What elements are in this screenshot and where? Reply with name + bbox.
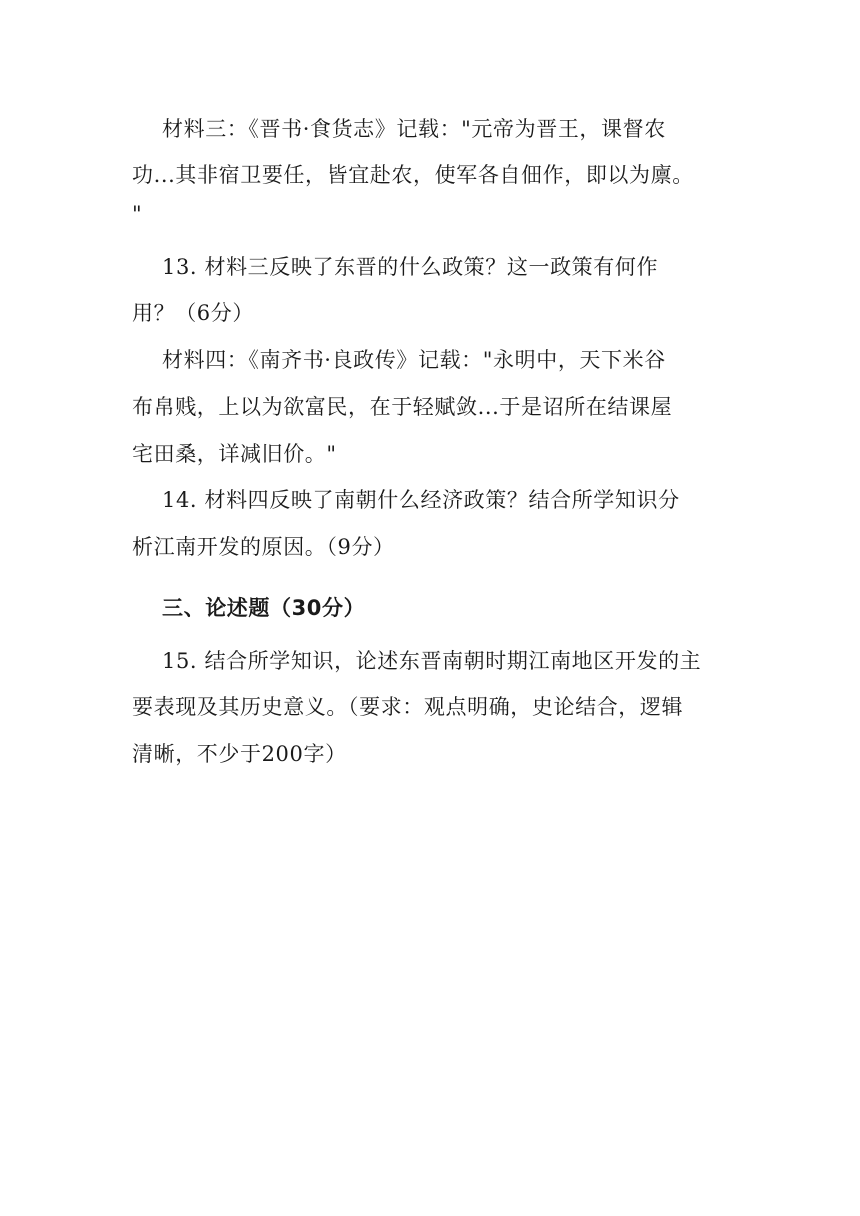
section-3-title: 三、论述题（30分）	[162, 596, 366, 620]
material-3-line-1: 材料三：《晋书·食货志》记载："元帝为晋王，课督农	[162, 117, 666, 141]
question-15-line-2: 要表现及其历史意义。（要求：观点明确，史论结合，逻辑	[132, 695, 684, 719]
material-3-line-2: 功...其非宿卫要任，皆宜赴农，使军各自佃作，即以为廪。	[132, 163, 694, 187]
material-4-line-1: 材料四：《南齐书·良政传》记载："永明中，天下米谷	[162, 348, 666, 372]
question-15-line-3: 清晰，不少于200字）	[132, 742, 347, 766]
question-13-line-1: 13. 材料三反映了东晋的什么政策？这一政策有何作	[162, 255, 659, 279]
material-3-line-3: "	[132, 202, 143, 226]
question-14-line-2: 析江南开发的原因。（9分）	[132, 535, 395, 559]
material-4-line-3: 宅田桑，详减旧价。"	[132, 442, 337, 466]
question-13-line-2: 用？（6分）	[132, 301, 254, 325]
material-4-line-2: 布帛贱，上以为欲富民，在于轻赋敛...于是诏所在结课屋	[132, 395, 673, 419]
question-14-line-1: 14. 材料四反映了南朝什么经济政策？结合所学知识分	[162, 488, 680, 512]
question-15-line-1: 15. 结合所学知识，论述东晋南朝时期江南地区开发的主	[162, 649, 702, 673]
